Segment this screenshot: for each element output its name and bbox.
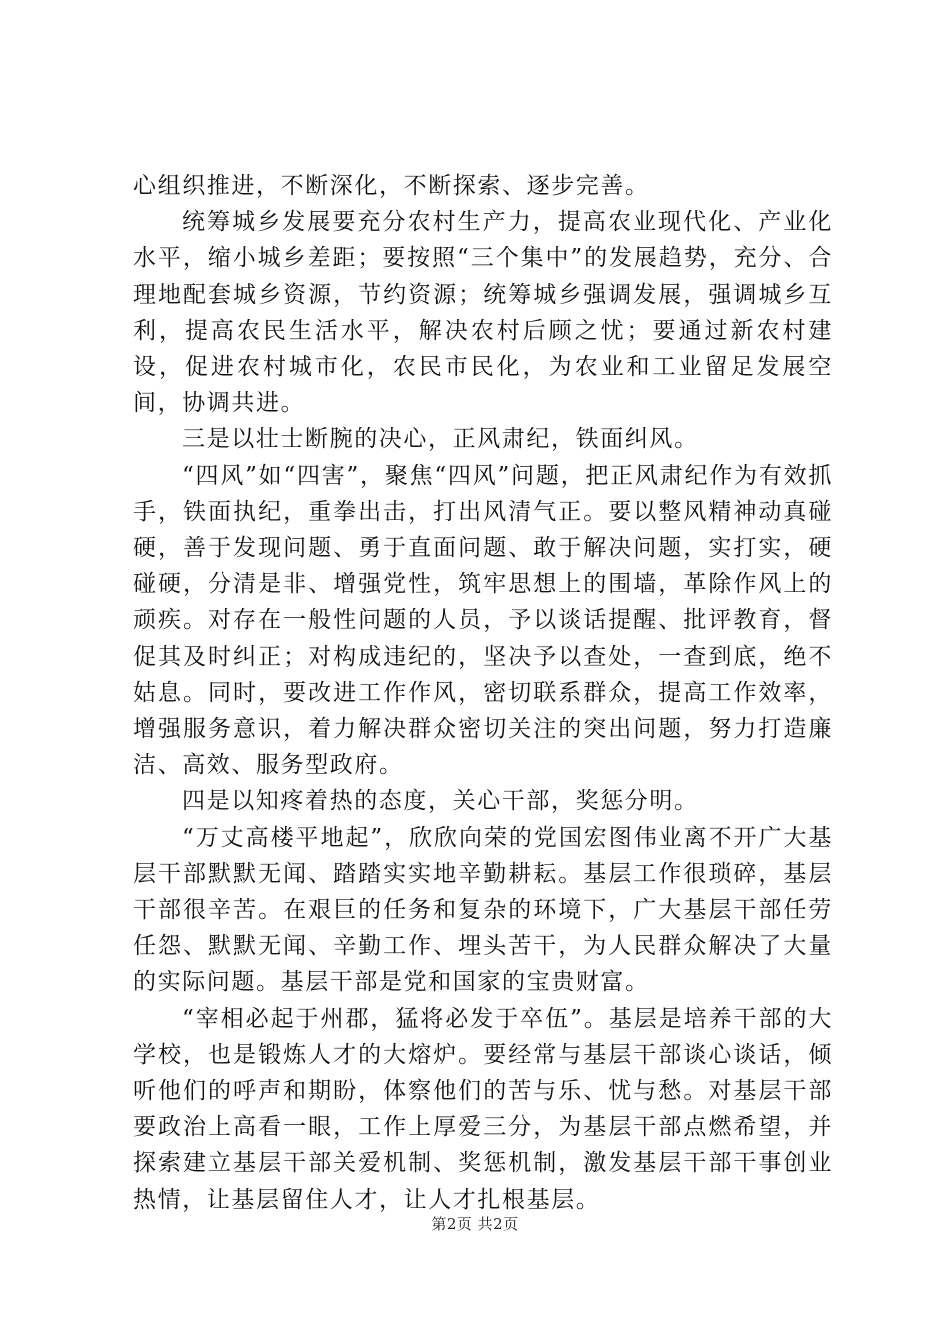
paragraph: “万丈高楼平地起”，欣欣向荣的党国宏图伟业离不开广大基层干部默默无闻、踏踏实实地辛勤耕耘。基层工作很琐碎，基层干部很辛苦。在艰巨的任务和复杂的环境下，广大基层干部任劳任怨、默默无闻、辛勤工作、埋头苦干，为人民群众解决了大量的实际问题。基层干部是党和国家的宝贵财富。 (133, 824, 833, 996)
page-footer: 第2页 共2页 (431, 1215, 519, 1233)
paragraph: 三是以壮士断腕的决心，正风肃纪，铁面纠风。 (182, 426, 699, 453)
paragraph: 统筹城乡发展要充分农村生产力，提高农业现代化、产业化水平，缩小城乡差距；要按照“三个集中”的发展趋势，充分、合理地配套城乡资源，节约资源；统筹城乡强调发展，强调城乡互利，提高农民生活水平，解决农村后顾之忧；要通过新农村建设，促进农村城市化，农民市民化，为农业和工业留足发展空间，协调共进。 (133, 209, 833, 417)
paragraph: 四是以知疼着热的态度，关心干部，奖惩分明。 (182, 788, 699, 815)
paragraph: 心组织推进，不断深化，不断探索、逐步完善。 (133, 173, 650, 199)
paragraph: “宰相必起于州郡，猛将必发于卒伍”。基层是培养干部的大学校，也是锻炼人才的大熔炉。要经常与基层干部谈心谈话，倾听他们的呼声和期盼，体察他们的苦与乐、忧与愁。对基层干部要政治上高看一眼，工作上厚爱三分，为基层干部点燃希望，并探索建立基层干部关爱机制、奖惩机制，激发基层干部干事创业热情，让基层留住人才，让人才扎根基层。 (133, 1005, 833, 1213)
paragraph: “四风”如“四害”，聚焦“四风”问题，把正风肃纪作为有效抓手，铁面执纪，重拳出击，打出风清气正。要以整风精神动真碰硬，善于发现问题、勇于直面问题、敢于解决问题，实打实，硬碰硬，分清是非、增强党性，筑牢思想上的围墙，革除作风上的顽疾。对存在一般性问题的人员，予以谈话提醒、批评教育，督促其及时纠正；对构成违纪的，坚决予以查处，一查到底，绝不姑息。同时，要改进工作作风，密切联系群众，提高工作效率，增强服务意识，着力解决群众密切关注的突出问题，努力打造廉洁、高效、服务型政府。 (133, 462, 833, 779)
document-body (133, 168, 833, 1218)
